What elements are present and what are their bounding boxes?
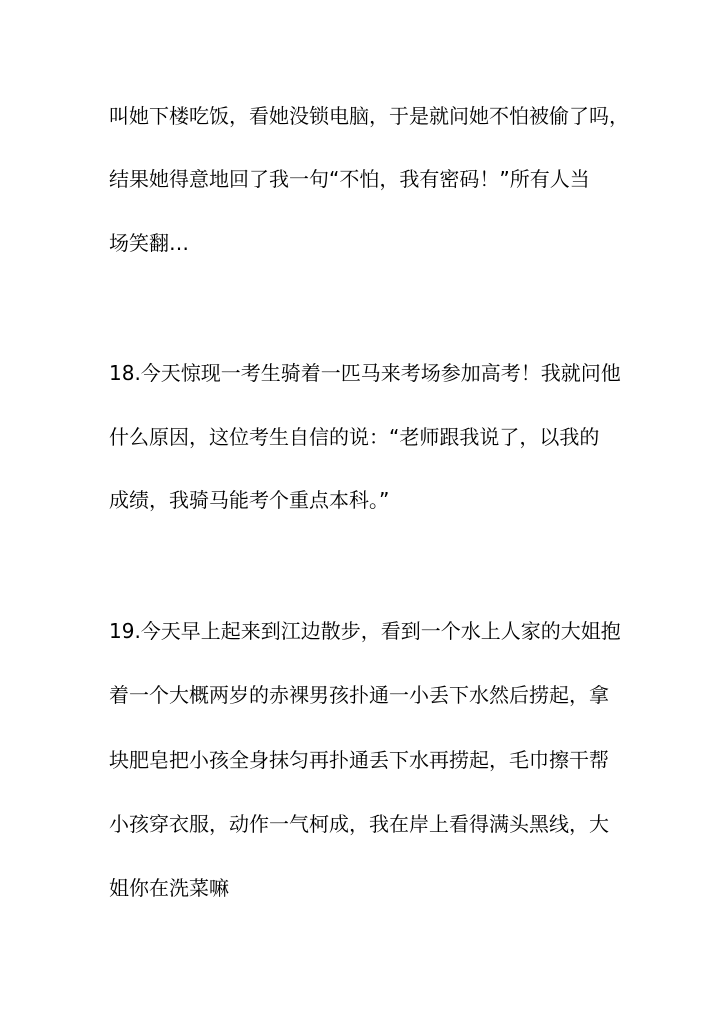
paragraph-2-line-3: 成绩，我骑马能考个重点本科。”: [109, 488, 390, 512]
paragraph-1-line-1: 叫她下楼吃饭，看她没锁电脑，于是就问她不怕被偷了吗，: [109, 104, 629, 128]
paragraph-3-line-4: 小孩穿衣服，动作一气柯成，我在岸上看得满头黑线，大: [109, 812, 609, 836]
paragraph-3-line-3: 块肥皂把小孩全身抹匀再扑通丢下水再捞起，毛巾擦干帮: [109, 748, 609, 772]
paragraph-3-line-2: 着一个大概两岁的赤裸男孩扑通一小丢下水然后捞起，拿: [109, 683, 609, 707]
paragraph-1-line-2: 结果她得意地回了我一句“不怕，我有密码！”所有人当: [109, 167, 590, 191]
paragraph-3-line-1: 19.今天早上起来到江边散步，看到一个水上人家的大姐抱: [109, 619, 621, 643]
paragraph-2-line-2: 什么原因，这位考生自信的说：“老师跟我说了，以我的: [109, 425, 600, 449]
paragraph-3-line-5: 姐你在洗菜嘛: [109, 876, 229, 900]
paragraph-1-line-3: 场笑翻…: [109, 231, 189, 255]
paragraph-2-line-1: 18.今天惊现一考生骑着一匹马来考场参加高考！我就问他: [109, 361, 621, 385]
